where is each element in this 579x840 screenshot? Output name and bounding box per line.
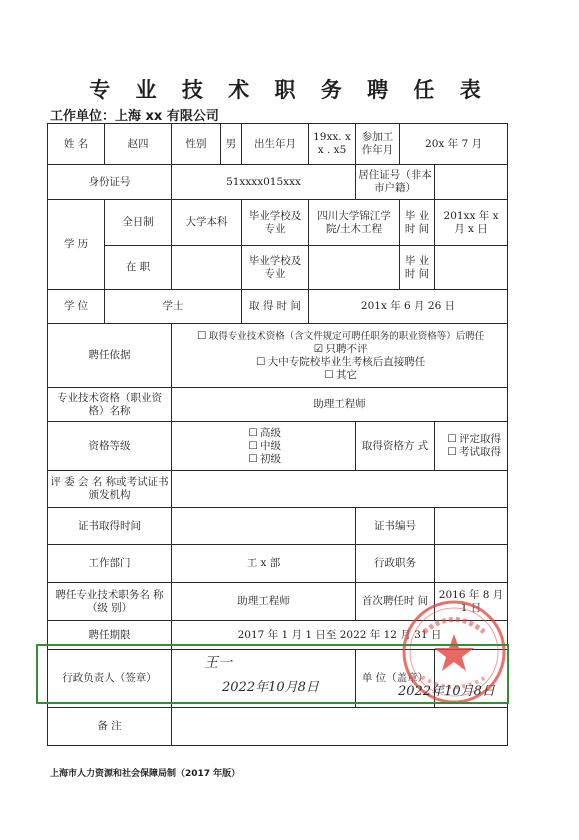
checkbox-icon: ☐ (248, 426, 258, 439)
birth-value: 19xx. xx . x5 (309, 124, 356, 165)
cert-no-label: 证书编号 (356, 508, 435, 545)
basis-option-4: ☐ 其它 (174, 369, 505, 382)
committee-value (172, 471, 508, 508)
checkbox-icon: ☐ (256, 355, 266, 368)
row-department (48, 545, 508, 583)
row-committee (48, 471, 508, 508)
row-id (48, 165, 508, 200)
name-label: 姓 名 (48, 124, 105, 165)
work-start-value: 20x 年 7 月 (400, 124, 508, 165)
inservice-value (172, 246, 242, 290)
admin-post-value (435, 545, 508, 583)
cert-no-value (435, 508, 508, 545)
qual-name-label: 专业技术资格（职业资格）名称 (48, 388, 172, 422)
method-options: ☐ 评定取得 ☐ 考试取得 (435, 422, 508, 471)
row-remarks (48, 708, 508, 746)
checkbox-icon: ☐ (248, 439, 258, 452)
first-hire-label: 首次聘任时 间 (356, 583, 435, 621)
committee-label: 评 委 会 名 称或考试证书颁发机构 (48, 471, 172, 508)
education-label: 学 历 (48, 200, 105, 290)
row-qualification-name (48, 388, 508, 422)
basis-label: 聘任依据 (48, 324, 172, 388)
row-certificate (48, 508, 508, 545)
row-personal-info (48, 124, 508, 165)
remark-value (172, 708, 508, 746)
basis-option-2: ☑ 只聘不评 (174, 343, 505, 356)
page-title: 专 业 技 术 职 务 聘 任 表 (89, 77, 490, 102)
qual-name-value: 助理工程师 (172, 388, 508, 422)
row-qualification-level (48, 422, 508, 471)
cert-time-label: 证书取得时间 (48, 508, 172, 545)
basis-options (172, 324, 508, 388)
residence-label: 居住证号（非本市户籍） (356, 165, 435, 200)
handwritten-signature: 王一 (204, 655, 232, 671)
work-start-label: 参加工作年月 (356, 124, 400, 165)
term-value: 2017 年 1 月 1 日至 2022 年 12 月 31 日 (172, 621, 508, 650)
school-major-value-2 (309, 246, 400, 290)
obtain-time-value: 201x 年 6 月 26 日 (309, 290, 508, 324)
id-label: 身份证号 (48, 165, 172, 200)
signature-date-right: 2022年10月8日 (398, 684, 495, 699)
term-label: 聘任期限 (48, 621, 172, 650)
admin-post-label: 行政职务 (356, 545, 435, 583)
fulltime-value: 大学本科 (172, 200, 242, 246)
cert-time-value (172, 508, 356, 545)
checkbox-icon: ☐ (248, 452, 258, 465)
level-options: ☐ 高级 ☐ 中级 ☐ 初级 (172, 422, 356, 471)
grad-time-label: 毕 业 时 间 (400, 200, 435, 246)
school-major-label: 毕业学校及专业 (242, 200, 309, 246)
dept-label: 工作部门 (48, 545, 172, 583)
dept-value: 工 x 部 (172, 545, 356, 583)
footer-note: 上海市人力资源和社会保障局制（2017 年版） (50, 769, 241, 779)
school-major-label-2: 毕业学校及专业 (242, 246, 309, 290)
unit-label: 单 位（盖章） (356, 650, 435, 708)
qual-level-label: 资格等级 (48, 422, 172, 471)
gender-label: 性别 (172, 124, 221, 165)
school-major-value: 四川大学锦江学院/土木工程 (309, 200, 400, 246)
grad-time-label-2: 毕 业 时 间 (400, 246, 435, 290)
obtain-method-label: 取得资格方 式 (356, 422, 435, 471)
checked-checkbox-icon: ☑ (313, 342, 324, 355)
grad-time-value-2 (435, 246, 508, 290)
name-value: 赵四 (105, 124, 172, 165)
hired-post-label: 聘任专业技术职务名 称（级 别） (48, 583, 172, 621)
basis-option-1: ☐ 取得专业技术资格（含文件规定可聘任职务的职业资格等）后聘任 (174, 330, 505, 343)
admin-head-label: 行政负责人（签章） (48, 650, 172, 708)
gender-value: 男 (221, 124, 242, 165)
inservice-label: 在 职 (105, 246, 172, 290)
hired-post-value: 助理工程师 (172, 583, 356, 621)
birth-label: 出生年月 (242, 124, 309, 165)
row-hiring-basis (48, 324, 508, 388)
remark-label: 备 注 (48, 708, 172, 746)
residence-value (435, 165, 508, 200)
row-education-fulltime (48, 200, 508, 246)
basis-option-3: ☐ 大中专院校毕业生考核后直接聘任 (174, 356, 505, 369)
checkbox-icon: ☐ (197, 329, 207, 342)
row-degree (48, 290, 508, 324)
fulltime-label: 全日制 (105, 200, 172, 246)
checkbox-icon: ☐ (447, 446, 457, 458)
grad-time-value: 201xx 年 x 月 x 日 (435, 200, 508, 246)
row-education-inservice (48, 246, 508, 290)
checkbox-icon: ☐ (324, 368, 334, 381)
highlight-box (36, 644, 509, 704)
id-value: 51xxxx015xxx (172, 165, 356, 200)
obtain-time-label: 取 得 时 间 (242, 290, 309, 324)
degree-label: 学 位 (48, 290, 105, 324)
first-hire-value: 2016 年 8 月 1 日 (435, 583, 508, 621)
signature-date-left: 2022年10月8日 (222, 680, 319, 695)
checkbox-icon: ☐ (447, 433, 457, 445)
degree-value: 学士 (105, 290, 242, 324)
work-unit: 工作单位：上海 xx 有限公司 (50, 109, 219, 124)
